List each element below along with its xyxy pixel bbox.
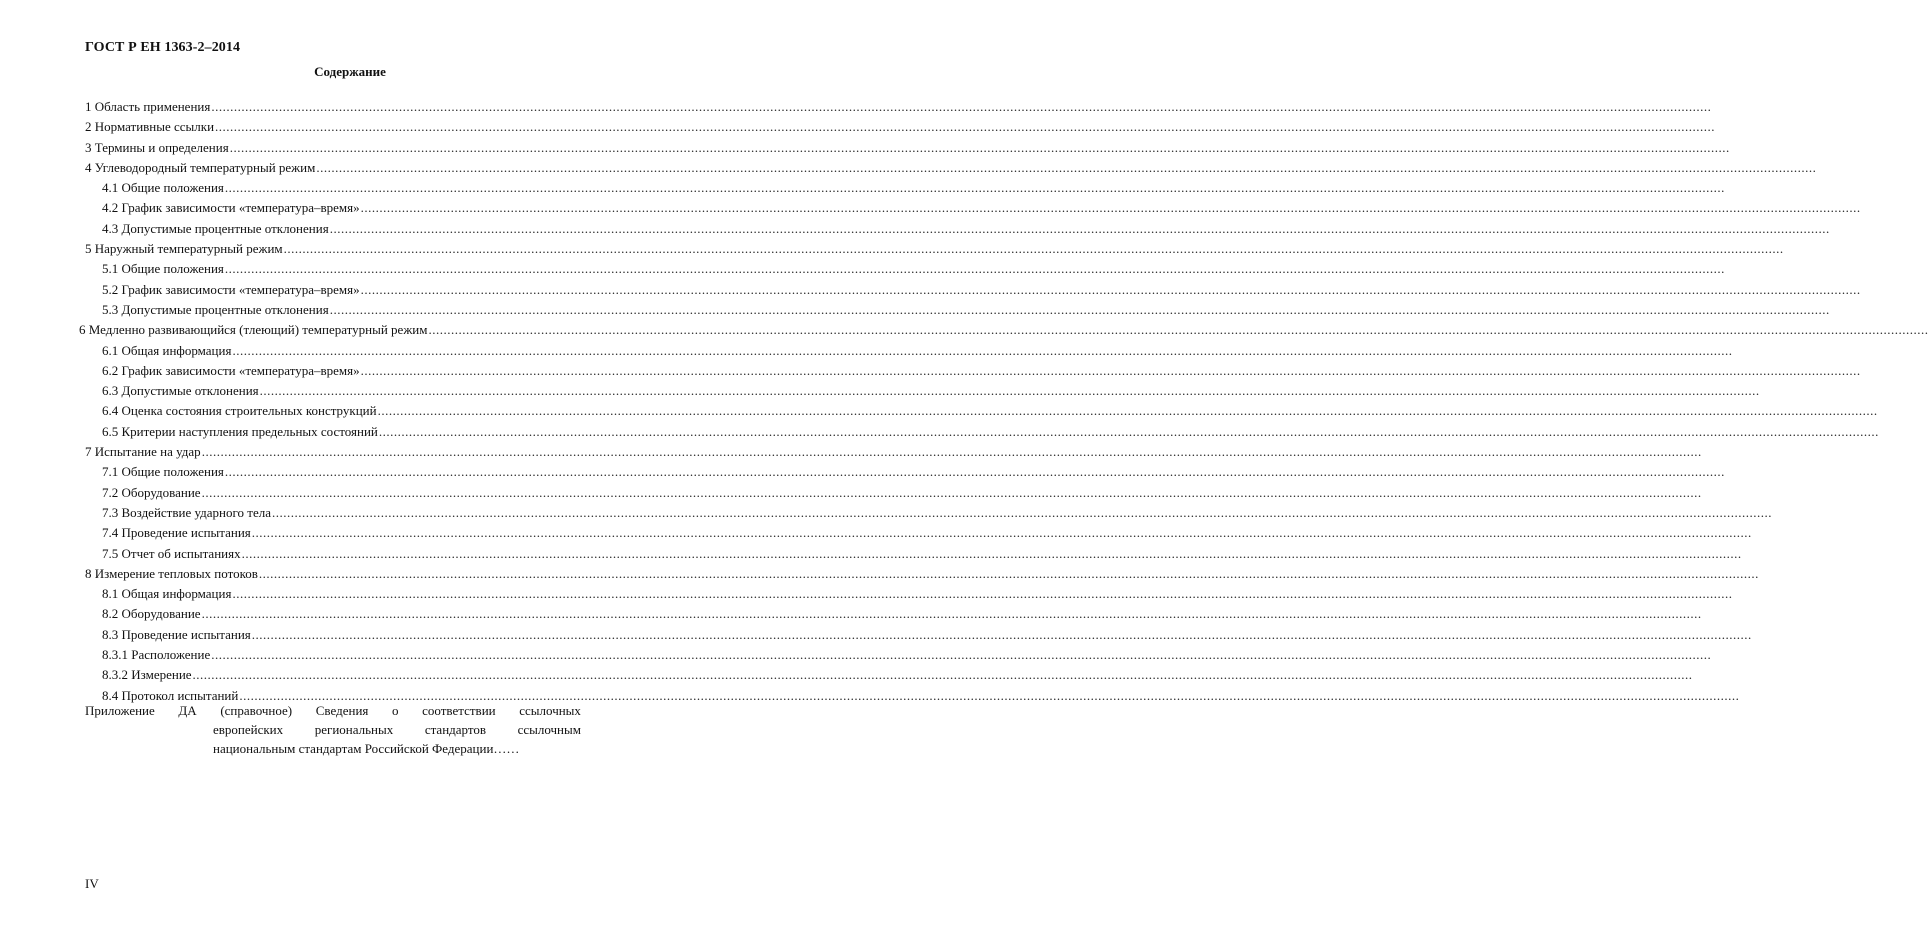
appendix-line-1 bbox=[85, 701, 581, 720]
toc-leader-dots: ................................................................................................................................................................................................................................................................................................................................................................................................................ bbox=[224, 261, 1725, 277]
toc-leader-dots: ................................................................................................................................................................................................................................................................................................................................................................................................................ bbox=[329, 301, 1830, 317]
toc-leader-dots: ................................................................................................................................................................................................................................................................................................................................................................................................................ bbox=[201, 484, 1702, 500]
toc-entry[interactable] bbox=[0, 198, 1861, 218]
toc-entry[interactable] bbox=[0, 300, 1830, 320]
toc-entry[interactable] bbox=[0, 259, 1725, 279]
toc-entry[interactable] bbox=[0, 584, 1733, 604]
appendix-leader-dots: …… bbox=[493, 741, 520, 756]
toc-entry-label: 7.5 Отчет об испытаниях bbox=[102, 545, 241, 561]
toc-leader-dots: ................................................................................................................................................................................................................................................................................................................................................................................................................ bbox=[215, 119, 1716, 135]
toc-entry-label: 4.3 Допустимые процентные отклонения bbox=[102, 220, 329, 236]
toc-entry[interactable] bbox=[0, 462, 1725, 482]
toc-entry-label: 5.2 График зависимости «температура–время» bbox=[102, 281, 360, 297]
toc-entry-label: 4.1 Общие положения bbox=[102, 180, 224, 196]
toc-entry[interactable] bbox=[0, 239, 1784, 259]
toc-leader-dots: ................................................................................................................................................................................................................................................................................................................................................................................................................ bbox=[239, 687, 1740, 703]
toc-leader-dots: ................................................................................................................................................................................................................................................................................................................................................................................................................ bbox=[360, 281, 1861, 297]
toc-entry[interactable] bbox=[0, 604, 1702, 624]
toc-entry[interactable] bbox=[0, 544, 1742, 564]
toc-entry[interactable] bbox=[0, 97, 1712, 117]
toc-entry[interactable] bbox=[0, 158, 1817, 178]
toc-entry-label: 3 Термины и определения bbox=[85, 139, 229, 155]
appendix-word: соответствии bbox=[422, 703, 496, 718]
toc-leader-dots: ................................................................................................................................................................................................................................................................................................................................................................................................................ bbox=[201, 606, 1702, 622]
toc-leader-dots: ................................................................................................................................................................................................................................................................................................................................................................................................................ bbox=[224, 180, 1725, 196]
toc-entry-label: 6.5 Критерии наступления предельных состояний bbox=[102, 423, 378, 439]
toc-entry[interactable] bbox=[0, 117, 1716, 137]
toc-entry-label: 7.1 Общие положения bbox=[102, 464, 224, 480]
toc-entry-label: 6.1 Общая информация bbox=[102, 342, 232, 358]
toc-leader-dots: ................................................................................................................................................................................................................................................................................................................................................................................................................ bbox=[316, 159, 1817, 175]
toc-entry[interactable] bbox=[0, 483, 1702, 503]
toc-leader-dots: ................................................................................................................................................................................................................................................................................................................................................................................................................ bbox=[360, 362, 1861, 378]
toc-entry[interactable] bbox=[0, 361, 1861, 381]
toc-leader-dots: ................................................................................................................................................................................................................................................................................................................................................................................................................ bbox=[360, 200, 1861, 216]
toc-entry-label: 8.1 Общая информация bbox=[102, 586, 232, 602]
toc-leader-dots: ................................................................................................................................................................................................................................................................................................................................................................................................................ bbox=[283, 241, 1784, 257]
toc-entry[interactable] bbox=[0, 178, 1725, 198]
toc-entry-label: 5.1 Общие положения bbox=[102, 261, 224, 277]
toc-entry-label: 6.4 Оценка состояния строительных конструкций bbox=[102, 403, 377, 419]
document-code: ГОСТ Р ЕН 1363-2–2014 bbox=[85, 40, 241, 55]
toc-entry-label: 4 Углеводородный температурный режим bbox=[85, 159, 316, 175]
toc-entry-label: 6.2 График зависимости «температура–время» bbox=[102, 362, 360, 378]
toc-entry-label: 6 Медленно развивающийся (тлеющий) температурный режим bbox=[79, 322, 428, 338]
appendix-word: Сведения bbox=[315, 703, 369, 718]
toc-entry-label: 8.2 Оборудование bbox=[102, 606, 201, 622]
toc-entry-label: 2 Нормативные ссылки bbox=[85, 119, 215, 135]
toc-entry[interactable] bbox=[0, 280, 1861, 300]
toc-entry-label: 8.3.2 Измерение bbox=[102, 667, 192, 683]
toc-entry-label: 8 Измерение тепловых потоков bbox=[85, 565, 258, 581]
toc-entry[interactable] bbox=[0, 625, 1752, 645]
appendix-word: региональных bbox=[314, 722, 394, 737]
appendix-word: ссылочных bbox=[519, 703, 581, 718]
toc-leader-dots: ................................................................................................................................................................................................................................................................................................................................................................................................................ bbox=[224, 464, 1725, 480]
appendix-word: Приложение bbox=[85, 703, 155, 718]
toc-entry[interactable] bbox=[0, 422, 1879, 442]
toc-leader-dots: ................................................................................................................................................................................................................................................................................................................................................................................................................ bbox=[377, 403, 1878, 419]
appendix-line-3-text: национальным стандартам Российской Федерации bbox=[213, 741, 494, 756]
toc-leader-dots: ................................................................................................................................................................................................................................................................................................................................................................................................................ bbox=[229, 139, 1730, 155]
toc-entry[interactable] bbox=[0, 523, 1752, 543]
appendix-word: европейских bbox=[213, 722, 284, 737]
appendix-line-3 bbox=[85, 739, 581, 758]
appendix-word: ДА bbox=[178, 703, 197, 718]
toc-entry[interactable] bbox=[0, 442, 1702, 462]
appendix-word: стандартов bbox=[424, 722, 487, 737]
toc-entry[interactable] bbox=[0, 645, 1712, 665]
toc-entry[interactable] bbox=[0, 665, 1693, 685]
toc-entry-label: 7.3 Воздействие ударного тела bbox=[102, 504, 271, 520]
toc-entry-label: 6.3 Допустимые отклонения bbox=[102, 383, 259, 399]
toc-title: Содержание bbox=[314, 64, 386, 79]
toc-appendix-entry[interactable] bbox=[85, 701, 581, 758]
toc-entry-label: 8.3 Проведение испытания bbox=[102, 626, 251, 642]
toc-entry[interactable] bbox=[0, 401, 1878, 421]
toc-leader-dots: ................................................................................................................................................................................................................................................................................................................................................................................................................ bbox=[329, 220, 1830, 236]
appendix-word: (справочное) bbox=[220, 703, 293, 718]
toc-leader-dots: ................................................................................................................................................................................................................................................................................................................................................................................................................ bbox=[241, 545, 1742, 561]
toc-leader-dots: ................................................................................................................................................................................................................................................................................................................................................................................................................ bbox=[232, 586, 1733, 602]
toc-entry[interactable] bbox=[0, 503, 1772, 523]
appendix-word: ссылочным bbox=[517, 722, 581, 737]
toc-entry-label: 4.2 График зависимости «температура–время» bbox=[102, 200, 360, 216]
toc-entry-label: 5.3 Допустимые процентные отклонения bbox=[102, 301, 329, 317]
toc-leader-dots: ................................................................................................................................................................................................................................................................................................................................................................................................................ bbox=[232, 342, 1733, 358]
toc-leader-dots: ................................................................................................................................................................................................................................................................................................................................................................................................................ bbox=[258, 565, 1759, 581]
toc-leader-dots: ................................................................................................................................................................................................................................................................................................................................................................................................................ bbox=[428, 322, 1929, 338]
toc-entry-label: 7 Испытание на удар bbox=[85, 444, 201, 460]
appendix-line-2 bbox=[213, 720, 581, 739]
toc-entry-label: 7.4 Проведение испытания bbox=[102, 525, 251, 541]
toc-entry-label: 5 Наружный температурный режим bbox=[85, 241, 283, 257]
page-number: IV bbox=[85, 876, 99, 891]
toc-entry-label: 1 Область применения bbox=[85, 99, 211, 114]
toc-entry[interactable] bbox=[0, 320, 1929, 340]
toc-leader-dots: ................................................................................................................................................................................................................................................................................................................................................................................................................ bbox=[201, 444, 1702, 460]
appendix-word: о bbox=[392, 703, 399, 718]
toc-leader-dots: ................................................................................................................................................................................................................................................................................................................................................................................................................ bbox=[192, 667, 1693, 683]
table-of-contents bbox=[0, 97, 1929, 706]
toc-leader-dots: ................................................................................................................................................................................................................................................................................................................................................................................................................ bbox=[211, 647, 1712, 663]
toc-leader-dots: ................................................................................................................................................................................................................................................................................................................................................................................................................ bbox=[251, 626, 1752, 642]
toc-leader-dots: ................................................................................................................................................................................................................................................................................................................................................................................................................ bbox=[211, 99, 1712, 114]
toc-entry-label: 8.4 Протокол испытаний bbox=[102, 687, 239, 703]
toc-entry[interactable] bbox=[0, 381, 1760, 401]
toc-entry[interactable] bbox=[0, 341, 1733, 361]
toc-leader-dots: ................................................................................................................................................................................................................................................................................................................................................................................................................ bbox=[378, 423, 1879, 439]
toc-entry-label: 7.2 Оборудование bbox=[102, 484, 201, 500]
toc-leader-dots: ................................................................................................................................................................................................................................................................................................................................................................................................................ bbox=[251, 525, 1752, 541]
toc-leader-dots: ................................................................................................................................................................................................................................................................................................................................................................................................................ bbox=[259, 383, 1760, 399]
toc-entry[interactable] bbox=[0, 138, 1730, 158]
toc-entry[interactable] bbox=[0, 219, 1830, 239]
toc-entry[interactable] bbox=[0, 564, 1759, 584]
toc-leader-dots: ................................................................................................................................................................................................................................................................................................................................................................................................................ bbox=[271, 504, 1772, 520]
toc-entry-label: 8.3.1 Расположение bbox=[102, 647, 211, 663]
